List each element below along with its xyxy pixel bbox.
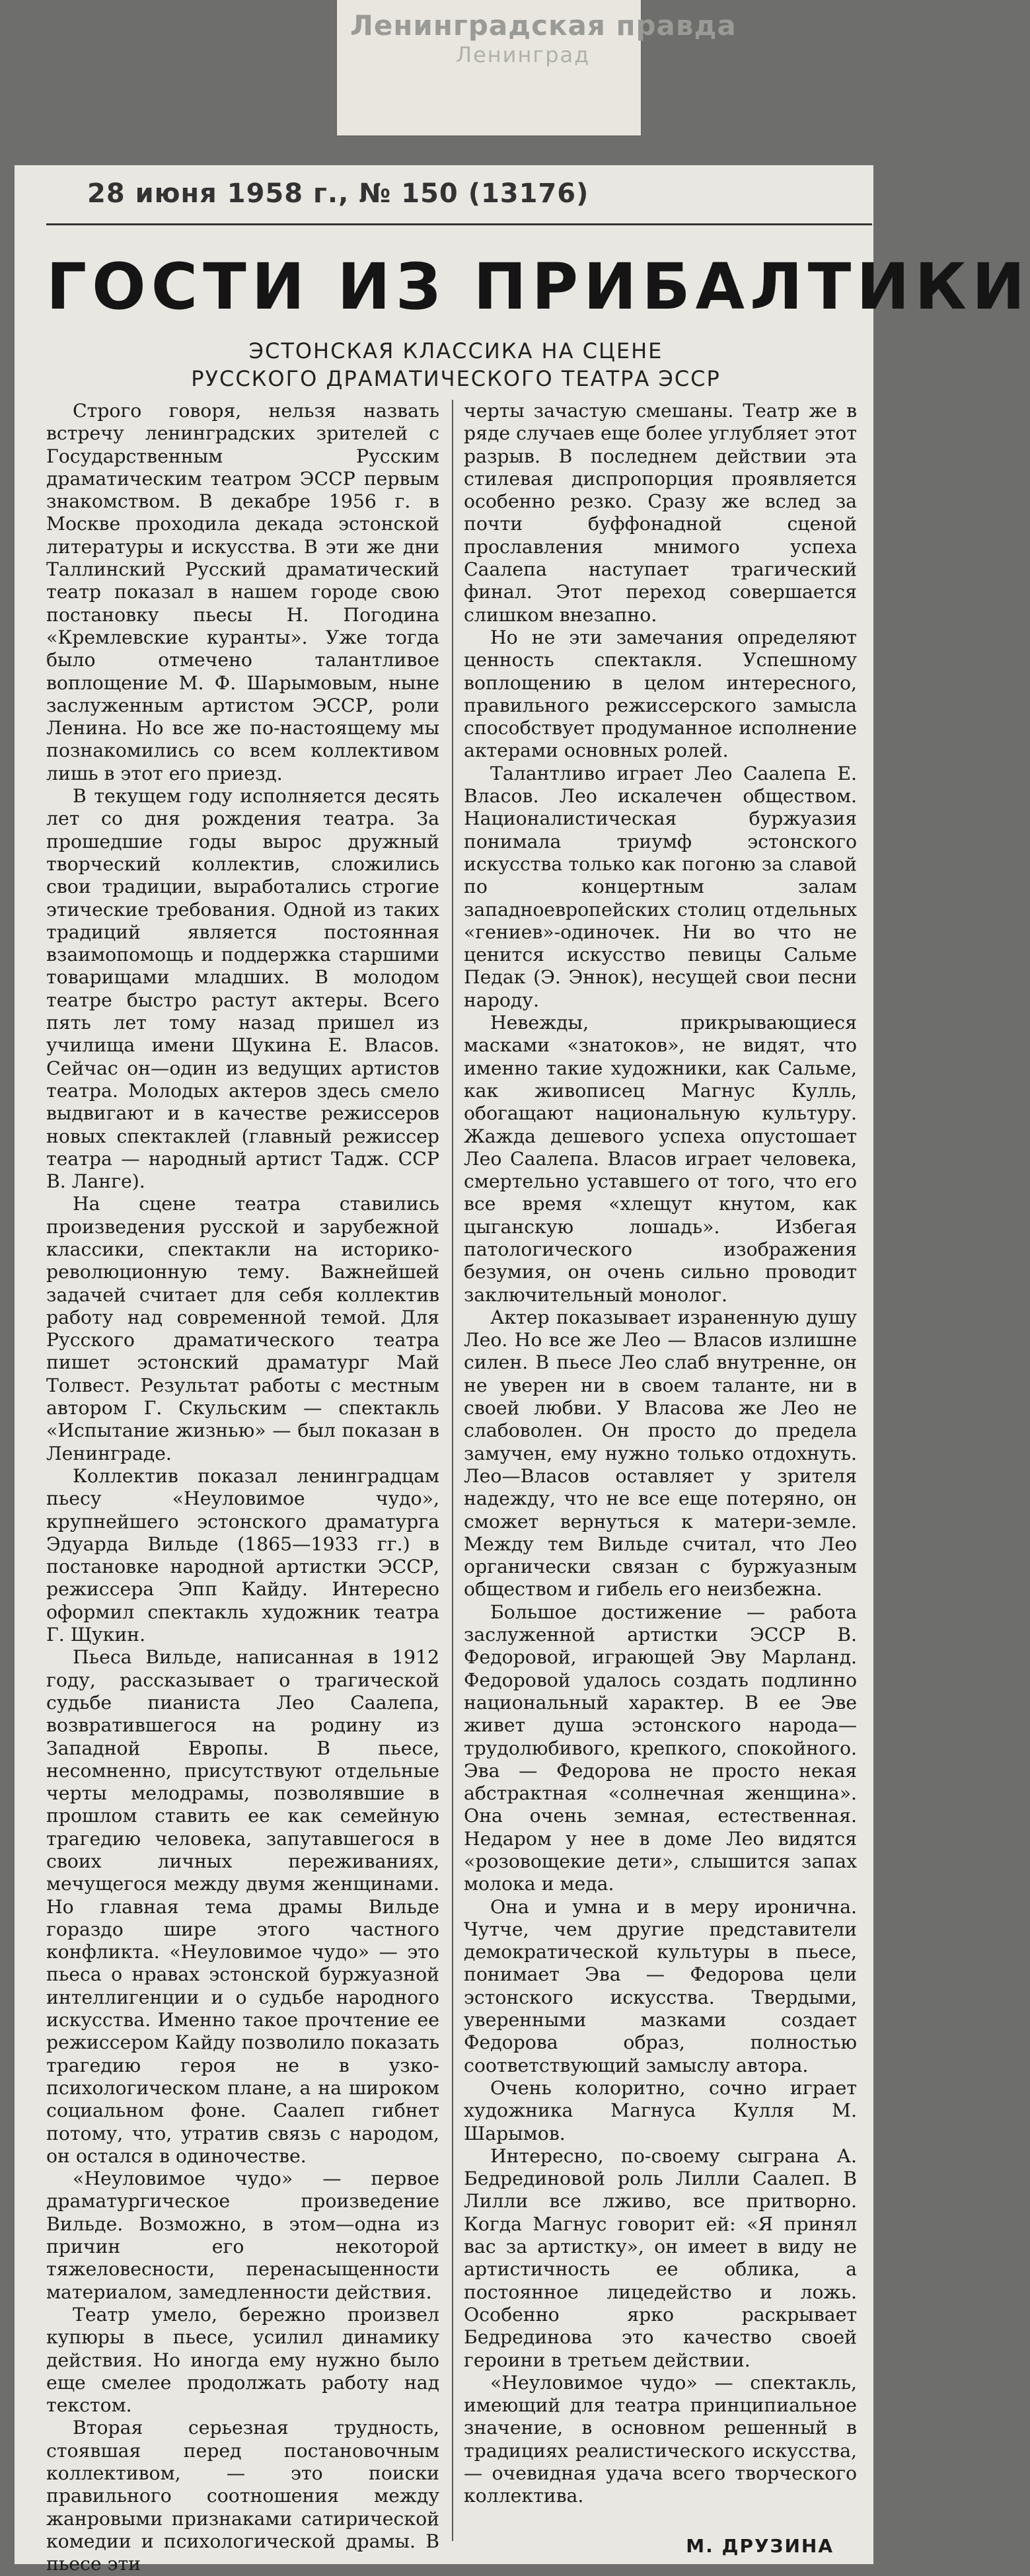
paragraph: Она и умна и в меру иронична. Чутче, чем другие представители демократической культуры в пьесе, понимает Эва — Федорова цели эстонского искусства. Твердыми, уверенными мазками создает Федорова образ, полностью соответствующий замыслу автора.	[464, 1895, 857, 2076]
paragraph: В текущем году исполняется десять лет со дня рождения театра. За прошедшие годы вырос дружный творческий коллектив, сложились свои традиции, выработались строгие этические требования. Одной из таких традиций является постоянная взаимопомощь и поддержка старшими товарищами младших. В молодом театре быстро растут актеры. Всего пять лет тому назад пришел из училища имени Щукина Е. Власов. Сейчас он—один из ведущих артистов театра. Молодых актеров здесь смело выдвигают и в качестве режиссеров новых спектаклей (главный режиссер театра — народный артист Тадж. ССР В. Ланге).	[46, 785, 439, 1193]
column-divider	[452, 400, 453, 2541]
paragraph: Пьеса Вильде, написанная в 1912 году, рассказывает о трагической судьбе пианиста Лео Саалепа, возвратившегося на родину из Западной Европы. В пьесе, несомненно, присутствуют отдельные черты мелодрамы, позволявшие в прошлом ставить ее как семейную трагедию человека, запутавшегося в своих личных переживаниях, мечущегося между двумя женщинами. Но главная тема драмы Вильде гораздо шире этого частного конфликта. «Неуловимое чудо» — это пьеса о нравах эстонской буржуазной интеллигенции и о судьбе народного искусства. Именно такое прочтение ее режиссером Кайду позволило показать трагедию героя не в узко-психологическом плане, а на широком социальном фоне. Саалеп гибнет потому, что, утратив связь с народом, он остался в одиночестве.	[46, 1646, 439, 2167]
paragraph: Театр умело, бережно произвел купюры в пьесе, усилил динамику действия. Но иногда ему нужно было еще смелее продолжать работу над текстом.	[46, 2303, 439, 2417]
article-column-2	[464, 400, 857, 2508]
paragraph: Коллектив показал ленинградцам пьесу «Неуловимое чудо», крупнейшего эстонского драматурга Эдуарда Вильде (1865—1933 гг.) в постановке народной артистки ЭССР, режиссера Эпп Кайду. Интересно оформил спектакль художник театра Г. Щукин.	[46, 1464, 439, 1646]
subheadline-line-2: РУССКОГО ДРАМАТИЧЕСКОГО ТЕАТРА ЭССР	[191, 366, 721, 391]
paragraph: Актер показывает израненную душу Лео. Но все же Лео — Власов излишне силен. В пьесе Лео слаб внутренне, он не уверен ни в своем таланте, ни в своей любви. У Власова же Лео не слабоволен. Он просто до предела замучен, ему нужно только отдохнуть. Лео—Власов оставляет у зрителя надежду, что не все еще потеряно, он сможет вернуться к матери-земле. Между тем Вильде считал, что Лео органически связан с буржуазным обществом и гибель его неизбежна.	[464, 1306, 857, 1601]
paragraph: «Неуловимое чудо» — спектакль, имеющий для театра принципиальное значение, в основном решенный в традициях реалистического искусства, — очевидная удача всего творческого коллектива.	[464, 2371, 857, 2507]
paragraph: Талантливо играет Лео Саалепа Е. Власов. Лео искалечен обществом. Националистическая буржуазия понимала триумф эстонского искусства только как погоню за славой по концертным залам западноевропейских столиц отдельных «гениев»-одиночек. Ни во что не ценится искусство певицы Сальме Педак (Э. Эннок), несущей свои песни народу.	[464, 762, 857, 1011]
paragraph: Очень колоритно, сочно играет художника Магнуса Кулля М. Шарымов.	[464, 2076, 857, 2144]
top-rule	[46, 223, 872, 225]
article-column-1	[46, 400, 439, 2576]
source-label-strip	[337, 0, 737, 135]
paragraph: На сцене театра ставились произведения русской и зарубежной классики, спектакли на историко-революционную тему. Важнейшей задачей считает для себя коллектив работу над современной темой. Для Русского драматического театра пишет эстонский драматург Май Толвест. Результат работы с местным автором Г. Скульским — спектакль «Испытание жизнью» — был показан в Ленинграде.	[46, 1193, 439, 1464]
headline: ГОСТИ ИЗ ПРИБАЛТИКИ	[46, 250, 1030, 324]
paragraph: Невежды, прикрывающиеся масками «знатоков», не видят, что именно такие художники, как Сальме, как живописец Магнус Кулль, обогащают национальную культуру. Жажда дешевого успеха опустошает Лео Саалепа. Власов играет человека, смертельно уставшего от того, что его все время «хлещут кнутом, как цыганскую лошадь». Избегая патологического изображения безумия, он очень сильно проводит заключительный монолог.	[464, 1012, 857, 1306]
paragraph: Но не эти замечания определяют ценность спектакля. Успешному воплощению в целом интересного, правильного режиссерского замысла способствует продуманное исполнение актерами основных ролей.	[464, 626, 857, 762]
paragraph: «Неуловимое чудо» — первое драматургическое произведение Вильде. Возможно, в этом—одна из причин его некоторой тяжеловесности, перенасыщенности материалом, замедленности действия.	[46, 2168, 439, 2303]
newspaper-name: Ленинградская правда	[350, 9, 737, 42]
paragraph: Вторая серьезная трудность, стоявшая перед постановочным коллективом, — это поиски правильного соотношения между жанровыми признаками сатирической комедии и психологической драмы. В пьесе эти	[46, 2417, 439, 2575]
subheadline-line-1: ЭСТОНСКАЯ КЛАССИКА НА СЦЕНЕ	[248, 338, 663, 363]
paragraph: Большое достижение — работа заслуженной артистки ЭССР В. Федоровой, играющей Эву Марланд. Федоровой удалось создать подлинно национальный характер. В ее Эве живет душа эстонского народа—трудолюбивого, крепкого, спокойного. Эва — Федорова не просто некая абстрактная «солнечная женщина». Она очень земная, естественная. Недаром у нее в доме Лео видятся «розовощекие дети», слышится запах молока и меда.	[464, 1601, 857, 1895]
newspaper-city: Ленинград	[456, 42, 591, 67]
paragraph: Интересно, по-своему сыграна А. Бедрединовой роль Лилли Саалеп. В Лилли все лживо, все притворно. Когда Магнус говорит ей: «Я принял вас за артистку», он имеет в виду не артистичность ее облика, а постоянное лицедейство и ложь. Особенно ярко раскрывает Бедрединова это качество своей героини в третьем действии.	[464, 2144, 857, 2371]
newspaper-clipping	[15, 165, 1030, 2575]
author-signature: М. ДРУЗИНА	[686, 2535, 834, 2557]
paragraph: черты зачастую смешаны. Театр же в ряде случаев еще более углубляет этот разрыв. В последнем действии эта стилевая диспропорция проявляется особенно резко. Сразу же вслед за почти буффонадной сценой прославления мнимого успеха Саалепа наступает трагический финал. Этот переход совершается слишком внезапно.	[464, 400, 857, 626]
dateline: 28 июня 1958 г., № 150 (13176)	[87, 178, 589, 209]
paragraph: Строго говоря, нельзя назвать встречу ленинградских зрителей с Государственным Русским драматическим театром ЭССР первым знакомством. В декабре 1956 г. в Москве проходила декада эстонской литературы и искусства. В эти же дни Таллинский Русский драматический театр показал в нашем городе свою постановку пьесы Н. Погодина «Кремлевские куранты». Уже тогда было отмечено талантливое воплощение М. Ф. Шарымовым, ныне заслуженным артистом ЭССР, роли Ленина. Но все же по-настоящему мы познакомились со всем коллективом лишь в этот его приезд.	[46, 400, 439, 784]
